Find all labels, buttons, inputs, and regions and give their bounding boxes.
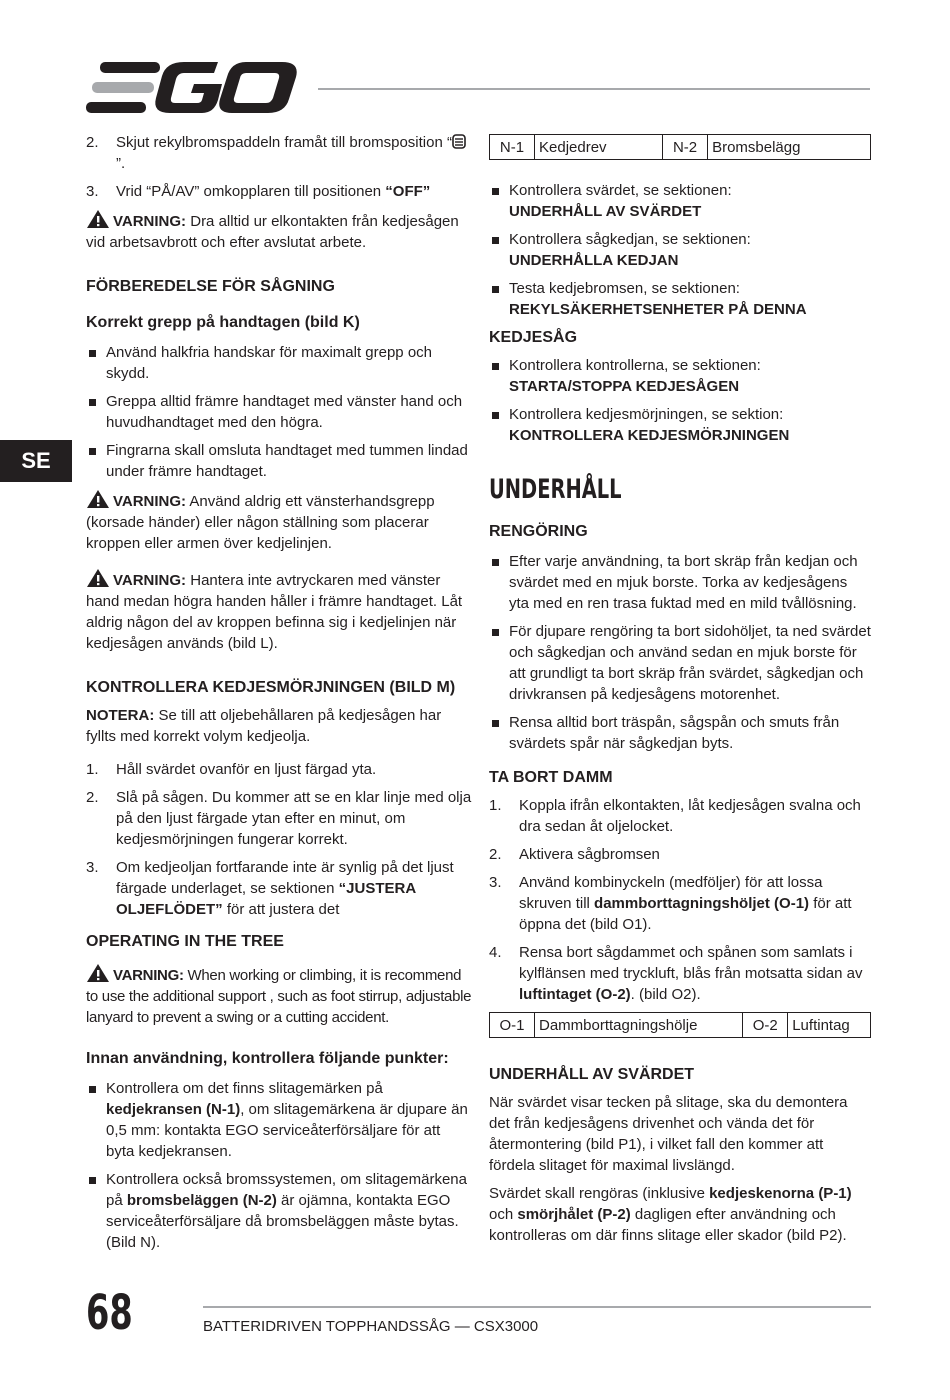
list-item: Kontrollera kedjesmörjningen, se sektion: KONTROLLERA KEDJESMÖRJNINGEN <box>489 404 871 446</box>
list-item: 3. Vrid “PÅ/AV” omkopplaren till positionen “OFF” <box>86 183 431 200</box>
table-row <box>490 1013 871 1038</box>
bullet-marker <box>492 237 499 244</box>
table-cell: N-1 <box>490 135 535 160</box>
warning-icon <box>86 209 110 229</box>
bullet-marker <box>89 1086 96 1093</box>
section-heading: KONTROLLERA KEDJESMÖRJNINGEN (BILD M) <box>86 679 456 696</box>
bullet-marker <box>492 720 499 727</box>
section-heading: TA BORT DAMM <box>489 769 613 786</box>
ego-logo <box>86 62 298 114</box>
list-item: 2. Slå på sågen. Du kommer att se en klar linje med olja på den ljust färgade ytan efter en minut, om kedjesmörjningen fungerar korrekt. <box>86 789 472 848</box>
table-row <box>490 135 871 160</box>
list-item: Kontrollera också bromssystemen, om slitagemärkena på bromsbeläggen (N-2) är ojämna, kontakta EGO serviceåterförsäljare då bromsbeläggen måste bytas. (Bild N). <box>86 1169 472 1253</box>
section-heading: FÖRBEREDELSE FÖR SÅGNING <box>86 278 335 295</box>
parts-table-n <box>489 134 871 160</box>
list-item: 3. Om kedjeoljan fortfarande inte är synlig på det ljust färgade underlaget, se sektionen “JUSTERA OLJEFLÖDET” för att justera det <box>86 859 454 918</box>
check-bullets <box>489 180 871 320</box>
bullet-marker <box>492 629 499 636</box>
list-item: Greppa alltid främre handtaget med vänster hand och huvudhandtaget med den högra. <box>86 391 472 433</box>
paragraph: Svärdet skall rengöras (inklusive kedjeskenorna (P-1) och smörjhålet (P-2) dagligen efter användning och kontrolleras om där finns slitage eller skador (bild P2). <box>489 1185 852 1244</box>
bullet-marker <box>89 399 96 406</box>
grip-bullets <box>86 342 472 482</box>
page-number: 68 <box>86 1285 133 1341</box>
table-cell: Kedjedrev <box>535 135 663 160</box>
table-cell: O-2 <box>743 1013 788 1038</box>
subsection-heading: Innan användning, kontrollera följande punkter: <box>86 1050 449 1067</box>
bullet-marker <box>492 559 499 566</box>
bullet-marker <box>89 350 96 357</box>
bullet-marker <box>492 412 499 419</box>
bullet-marker <box>89 1177 96 1184</box>
list-item: Rensa alltid bort träspån, sågspån och smuts från svärdets spår när sågkedjan byts. <box>489 712 871 754</box>
warning-paragraph: VARNING: Dra alltid ur elkontakten från kedjesågen vid arbetsavbrott och efter avslutat arbete. <box>86 209 472 253</box>
left-column <box>86 132 472 1260</box>
chainsaw-bullets <box>489 355 871 446</box>
section-heading: UNDERHÅLL AV SVÄRDET <box>489 1066 695 1083</box>
list-item: 4. Rensa bort sågdammet och spånen som samlats i kylflänsen med tryckluft, blås från motsatta sidan av luftintaget (O-2). (bild O2). <box>489 944 863 1003</box>
list-item: 2. Skjut rekylbromspaddeln framåt till bromsposition “”. <box>86 132 472 174</box>
right-column <box>489 134 871 1253</box>
section-heading: KEDJESÅG <box>489 329 578 346</box>
list-item: 1. Koppla ifrån elkontakten, låt kedjesågen svalna och dra sedan åt oljelocket. <box>489 797 861 835</box>
list-item: Kontrollera om det finns slitagemärken på kedjekransen (N-1), om slitagemärkena är djupare än 0,5 mm: kontakta EGO serviceåterförsäljare för att byta kedjekransen. <box>86 1078 472 1162</box>
warning-paragraph: VARNING: Hantera inte avtryckaren med vänster hand medan högra handen håller i främre handtaget. Låt aldrig någon del av kroppen befinna sig i kedjelinjen när kedjesågen används (bild L). <box>86 568 472 654</box>
language-tab-label: SE <box>21 448 51 473</box>
header-rule <box>318 88 870 90</box>
table-cell: O-1 <box>490 1013 535 1038</box>
paragraph: När svärdet visar tecken på slitage, ska du demontera det från kedjesågens drivenhet och vända det för återmontering (bild P1), i vilket fall den kommer att fördela slitaget för maximal livslängd. <box>489 1094 848 1174</box>
chapter-title: UNDERHÅLL <box>489 474 622 505</box>
brake-icon <box>452 134 466 149</box>
steps-top <box>86 132 472 202</box>
bullet-marker <box>89 448 96 455</box>
language-tab <box>0 440 72 482</box>
note-paragraph: NOTERA: Se till att oljebehållaren på kedjesågen har fyllts med korrekt volym kedjeolja. <box>86 707 442 745</box>
footer-rule <box>203 1306 871 1308</box>
table-cell: Bromsbelägg <box>708 135 871 160</box>
pre-use-bullets <box>86 1078 472 1253</box>
list-item: Kontrollera svärdet, se sektionen: UNDERHÅLL AV SVÄRDET <box>489 180 871 222</box>
warning-icon <box>86 489 110 509</box>
dust-steps <box>489 795 871 1005</box>
list-item: För djupare rengöring ta bort sidohöljet, ta ned svärdet och sågkedjan och använd sedan en mjuk borste för att grundligt ta bort skräp från svärdet, sågkedjan och drivkransen på kedjesågens motorenhet. <box>489 621 871 705</box>
lubrication-steps <box>86 759 472 920</box>
table-cell: N-2 <box>663 135 708 160</box>
warning-paragraph: VARNING: When working or climbing, it is recommend to use the additional support , such as foot stirrup, adjustable lanyard to prevent a swing or a cutting accident. <box>86 963 472 1028</box>
list-item: Kontrollera kontrollerna, se sektionen: STARTA/STOPPA KEDJESÅGEN <box>489 355 871 397</box>
list-item: 3. Använd kombinyckeln (medföljer) för att lossa skruven till dammborttagningshöljet (O-1) för att öppna det (bild O1). <box>489 874 852 933</box>
list-item: Fingrarna skall omsluta handtaget med tummen lindad under främre handtaget. <box>86 440 472 482</box>
section-heading: OPERATING IN THE TREE <box>86 933 284 950</box>
footer-title: BATTERIDRIVEN TOPPHANDSSÅG — CSX3000 <box>203 1318 539 1335</box>
list-item: Efter varje användning, ta bort skräp från kedjan och svärdet med en mjuk borste. Torka av kedjesågens yta med en ren trasa fuktad med en mild tvållösning. <box>489 551 871 614</box>
subsection-heading: Korrekt grepp på handtagen (bild K) <box>86 314 360 331</box>
section-heading: RENGÖRING <box>489 523 588 540</box>
list-item: 1. Håll svärdet ovanför en ljust färgad yta. <box>86 761 377 778</box>
list-item: Kontrollera sågkedjan, se sektionen: UNDERHÅLLA KEDJAN <box>489 229 871 271</box>
list-item: Använd halkfria handskar för maximalt grepp och skydd. <box>86 342 472 384</box>
cleaning-bullets <box>489 551 871 754</box>
warning-paragraph: VARNING: Använd aldrig ett vänsterhandsgrepp (korsade händer) eller någon ställning som placerar kroppen eller armen över kedjelinjen. <box>86 489 472 554</box>
warning-icon <box>86 963 110 983</box>
parts-table-o <box>489 1012 871 1038</box>
warning-icon <box>86 568 110 588</box>
bullet-marker <box>492 188 499 195</box>
table-cell: Luftintag <box>788 1013 871 1038</box>
bullet-marker <box>492 286 499 293</box>
list-item: 2. Aktivera sågbromsen <box>489 846 660 863</box>
list-item: Testa kedjebromsen, se sektionen: REKYLSÄKERHETSENHETER PÅ DENNA <box>489 278 871 320</box>
table-cell: Dammborttagningshölje <box>535 1013 743 1038</box>
bullet-marker <box>492 363 499 370</box>
